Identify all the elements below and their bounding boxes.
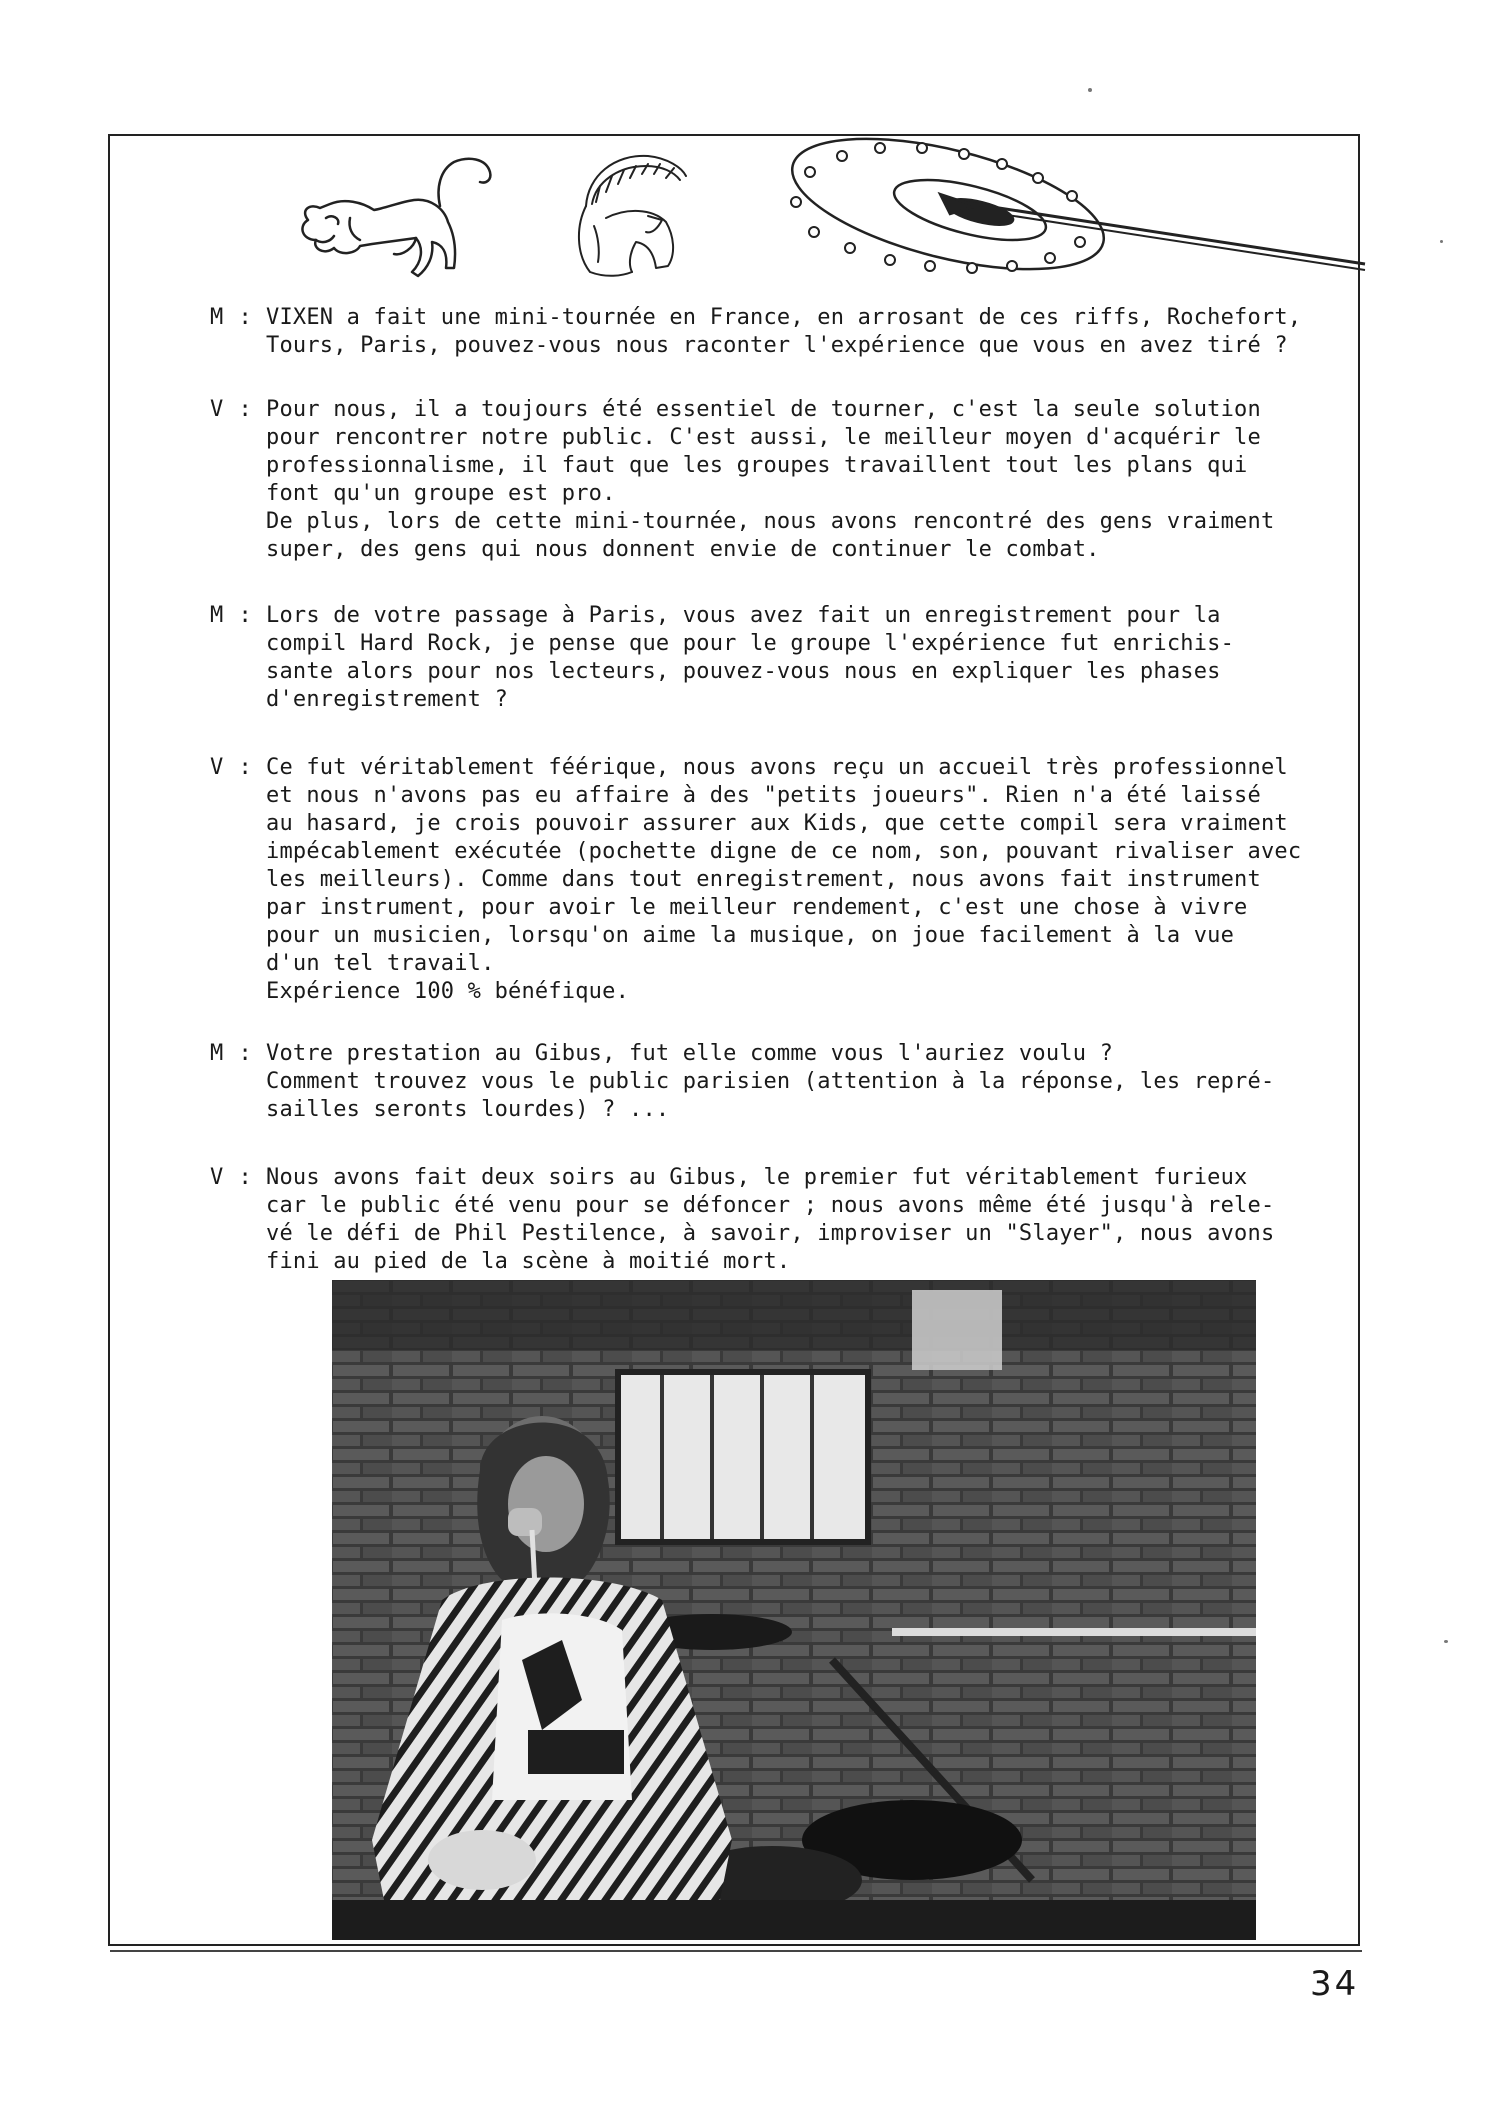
frame-shadow xyxy=(110,1950,1362,1952)
question-3 xyxy=(210,1040,1340,1124)
scan-speck xyxy=(1444,1640,1448,1643)
answer-2 xyxy=(210,754,1340,1006)
scan-speck xyxy=(1088,88,1092,92)
answer-text: Ce fut véritablement féérique, nous avons reçu un accueil très professionnel et nous n'avons pas eu affaire à des "petits joueurs". Rien n'a été laissé au hasard, je crois pouvoir assurer aux Kids, que cette compil sera vraiment impécablement exécutée (pochette digne de ce nom, son, pouvant rivaliser avec les meilleurs). Comme dans tout enregistrement, nous avons fait instrument par instrument, pour avoir le meilleur rendement, c'est une chose à vivre pour un musicien, lorsqu'on aime la musique, on joue facilement à la vue d'un tel travail. Expérience 100 % bénéfique. xyxy=(266,755,1302,1004)
page-number: 34 xyxy=(1310,1964,1360,2004)
speaker-label: M : xyxy=(210,603,253,628)
speaker-label: M : xyxy=(210,1041,253,1066)
question-1 xyxy=(210,304,1340,360)
question-text: Lors de votre passage à Paris, vous avez fait un enregistrement pour la compil Hard Rock, je pense que pour le groupe l'expérience fut enrichis- sante alors pour nos lecteurs, pouvez-vous nous en expliquer les phases d'enregistrement ? xyxy=(266,603,1235,712)
answer-1 xyxy=(210,396,1340,564)
answer-text: Pour nous, il a toujours été essentiel de tourner, c'est la seule solution pour rencontrer notre public. C'est aussi, le meilleur moyen d'acquérir le professionnalisme, il faut que les groupes travaillent tout les plans qui font qu'un groupe est pro. De plus, lors de cette mini-tournée, nous avons rencontré des gens vraiment super, des gens qui nous donnent envie de continuer le combat. xyxy=(266,397,1275,562)
speaker-label: M : xyxy=(210,305,253,330)
question-text: Votre prestation au Gibus, fut elle comme vous l'auriez voulu ? Comment trouvez vous le public parisien (attention à la réponse, les repré- sailles seronts lourdes) ? ... xyxy=(266,1041,1275,1122)
lion-illustration xyxy=(290,148,520,288)
question-text: VIXEN a fait une mini-tournée en France, en arrosant de ces riffs, Rochefort, Tours, Paris, pouvez-vous nous raconter l'expérience que vous en avez tiré ? xyxy=(266,305,1302,358)
speaker-label: V : xyxy=(210,1165,253,1190)
answer-text: Nous avons fait deux soirs au Gibus, le premier fut véritablement furieux car le public été venu pour se défoncer ; nous avons même été jusqu'à rele- vé le défi de Phil Pestilence, à savoir, improviser un "Slayer", nous avons fini au pied de la scène à moitié mort. xyxy=(266,1165,1275,1274)
answer-3 xyxy=(210,1164,1340,1276)
shield-spear-illustration xyxy=(780,132,1370,302)
concert-photo xyxy=(332,1280,1256,1940)
helmet-illustration xyxy=(566,146,696,286)
scan-speck xyxy=(1440,240,1443,243)
question-2 xyxy=(210,602,1340,714)
speaker-label: V : xyxy=(210,397,253,422)
speaker-label: V : xyxy=(210,755,253,780)
